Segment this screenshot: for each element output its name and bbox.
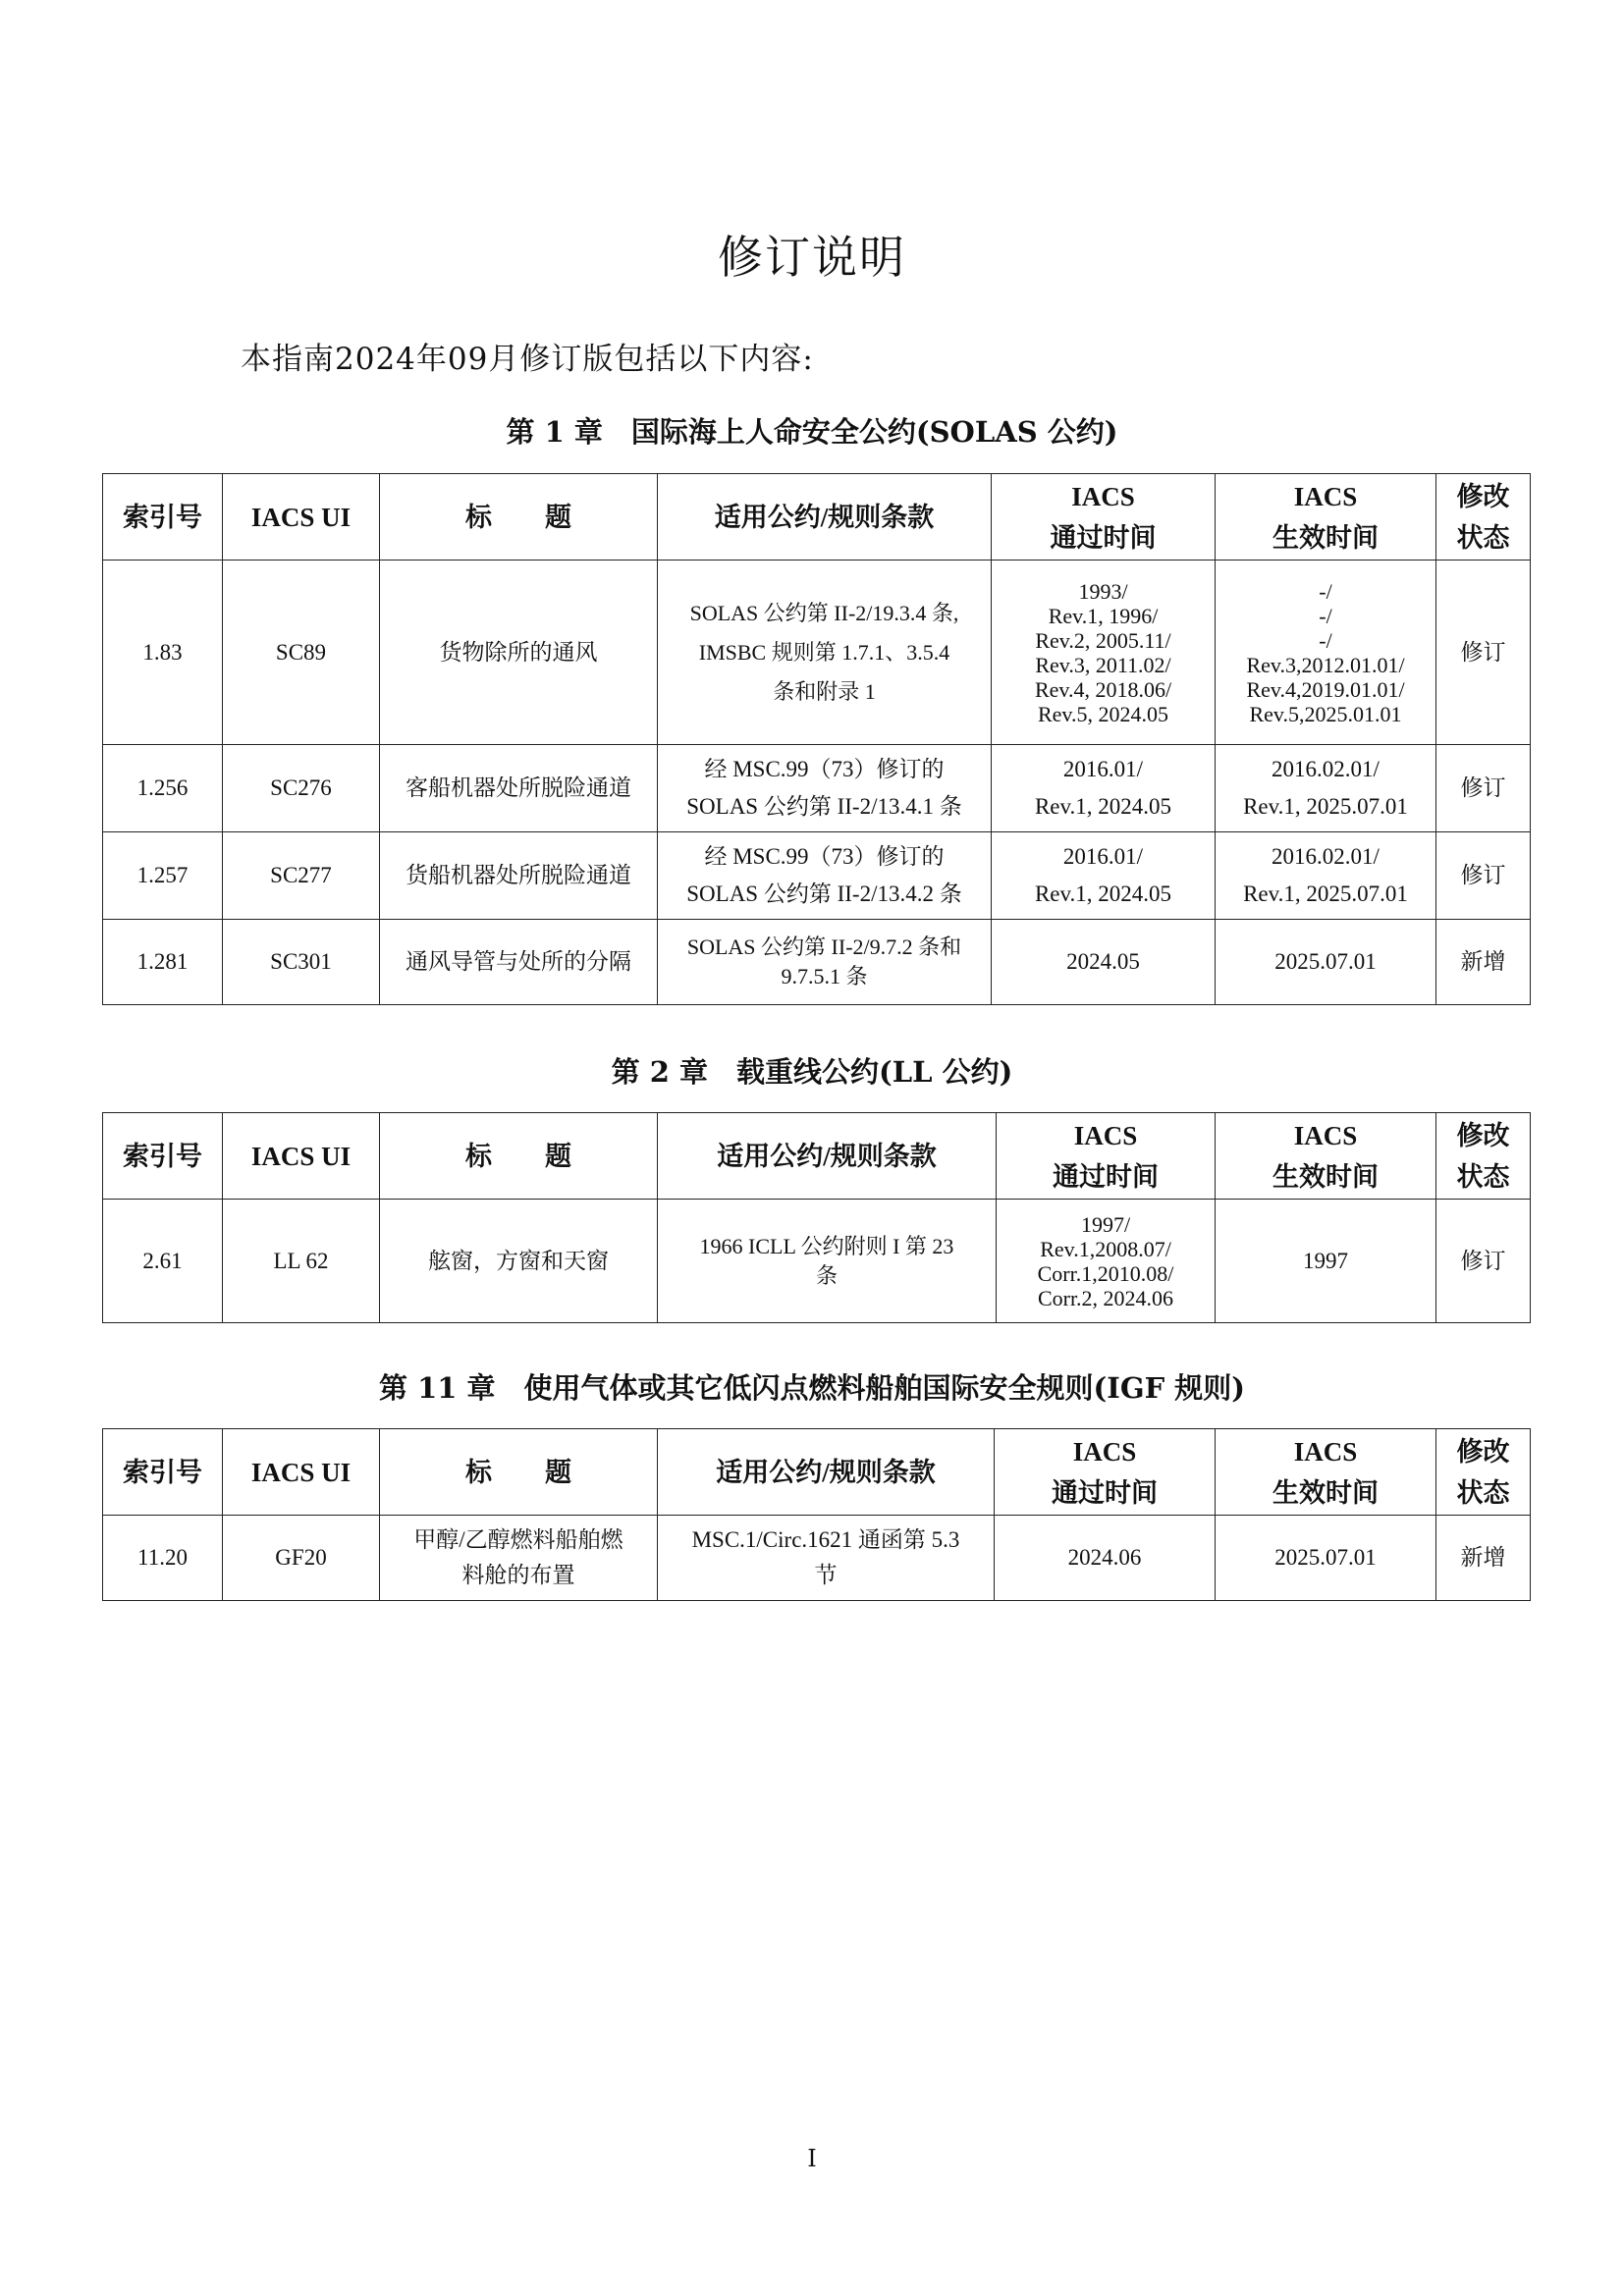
chapter-2-table xyxy=(102,1112,1531,1323)
table-row xyxy=(103,1200,1531,1323)
table-header-row xyxy=(103,1429,1531,1516)
cell-index: 1.83 xyxy=(103,561,223,745)
cell-effective: 2016.02.01/ Rev.1, 2025.07.01 xyxy=(1216,745,1436,832)
cell-title: 货物除所的通风 xyxy=(380,561,658,745)
cell-index: 11.20 xyxy=(103,1516,223,1601)
cell-title: 甲醇/乙醇燃料船舶燃 料舱的布置 xyxy=(380,1516,658,1601)
cell-effective: 1997 xyxy=(1216,1200,1436,1323)
chapter-1-table xyxy=(102,473,1531,1005)
table-header-row xyxy=(103,1113,1531,1200)
chapter-1-heading: 第 1 章 国际海上人命安全公约(SOLAS 公约) xyxy=(506,415,1118,449)
cell-clause: SOLAS 公约第 II-2/9.7.2 条和 9.7.5.1 条 xyxy=(658,920,992,1005)
cell-ui: SC89 xyxy=(223,561,380,745)
cell-effective: 2016.02.01/ Rev.1, 2025.07.01 xyxy=(1216,832,1436,920)
header-status: 修改 状态 xyxy=(1436,1113,1531,1200)
header-clause: 适用公约/规则条款 xyxy=(658,1113,997,1200)
table-row xyxy=(103,745,1531,832)
table-row xyxy=(103,920,1531,1005)
header-clause: 适用公约/规则条款 xyxy=(658,474,992,561)
chapter-11-table xyxy=(102,1428,1531,1601)
cell-clause: 经 MSC.99（73）修订的 SOLAS 公约第 II-2/13.4.1 条 xyxy=(658,745,992,832)
header-effective: IACS 生效时间 xyxy=(1216,1113,1436,1200)
header-index: 索引号 xyxy=(103,1429,223,1516)
table-row xyxy=(103,1516,1531,1601)
cell-effective: 2025.07.01 xyxy=(1216,920,1436,1005)
cell-index: 2.61 xyxy=(103,1200,223,1323)
chapter-2-heading: 第 2 章 载重线公约(LL 公约) xyxy=(611,1055,1013,1089)
cell-ui: LL 62 xyxy=(223,1200,380,1323)
cell-adopted: 2024.05 xyxy=(992,920,1216,1005)
cell-status: 修订 xyxy=(1436,832,1531,920)
cell-index: 1.256 xyxy=(103,745,223,832)
header-clause: 适用公约/规则条款 xyxy=(658,1429,995,1516)
cell-effective: 2025.07.01 xyxy=(1216,1516,1436,1601)
cell-title: 舷窗，方窗和天窗 xyxy=(380,1200,658,1323)
header-status: 修改 状态 xyxy=(1436,1429,1531,1516)
cell-adopted: 2016.01/ Rev.1, 2024.05 xyxy=(992,745,1216,832)
header-adopted: IACS 通过时间 xyxy=(992,474,1216,561)
cell-ui: SC276 xyxy=(223,745,380,832)
header-title: 标 题 xyxy=(380,1113,658,1200)
table-header-row xyxy=(103,474,1531,561)
cell-ui: SC301 xyxy=(223,920,380,1005)
header-iacs-ui: IACS UI xyxy=(223,1429,380,1516)
header-adopted: IACS 通过时间 xyxy=(997,1113,1216,1200)
cell-status: 新增 xyxy=(1436,1516,1531,1601)
header-iacs-ui: IACS UI xyxy=(223,1113,380,1200)
header-effective: IACS 生效时间 xyxy=(1216,474,1436,561)
cell-clause: 经 MSC.99（73）修订的 SOLAS 公约第 II-2/13.4.2 条 xyxy=(658,832,992,920)
cell-index: 1.257 xyxy=(103,832,223,920)
cell-status: 修订 xyxy=(1436,561,1531,745)
cell-clause: 1966 ICLL 公约附则 I 第 23 条 xyxy=(658,1200,997,1323)
cell-adopted: 1997/ Rev.1,2008.07/ Corr.1,2010.08/ Corr.2, 2024.06 xyxy=(997,1200,1216,1323)
header-adopted: IACS 通过时间 xyxy=(995,1429,1216,1516)
cell-status: 修订 xyxy=(1436,1200,1531,1323)
header-effective: IACS 生效时间 xyxy=(1216,1429,1436,1516)
header-title: 标 题 xyxy=(380,1429,658,1516)
header-iacs-ui: IACS UI xyxy=(223,474,380,561)
chapter-11-heading: 第 11 章 使用气体或其它低闪点燃料船舶国际安全规则(IGF 规则) xyxy=(378,1371,1245,1405)
header-index: 索引号 xyxy=(103,1113,223,1200)
header-index: 索引号 xyxy=(103,474,223,561)
table-row xyxy=(103,561,1531,745)
cell-status: 修订 xyxy=(1436,745,1531,832)
cell-title: 货船机器处所脱险通道 xyxy=(380,832,658,920)
page-number: I xyxy=(807,2145,817,2172)
cell-ui: GF20 xyxy=(223,1516,380,1601)
page-title: 修订说明 xyxy=(718,231,906,284)
cell-effective: -/ -/ -/ Rev.3,2012.01.01/ Rev.4,2019.01.01/ Rev.5,2025.01.01 xyxy=(1216,561,1436,745)
cell-adopted: 1993/ Rev.1, 1996/ Rev.2, 2005.11/ Rev.3, 2011.02/ Rev.4, 2018.06/ Rev.5, 2024.05 xyxy=(992,561,1216,745)
table-row xyxy=(103,832,1531,920)
cell-index: 1.281 xyxy=(103,920,223,1005)
cell-clause: SOLAS 公约第 II-2/19.3.4 条, IMSBC 规则第 1.7.1、3.5.4 条和附录 1 xyxy=(658,561,992,745)
cell-adopted: 2016.01/ Rev.1, 2024.05 xyxy=(992,832,1216,920)
intro-paragraph: 本指南2024年09月修订版包括以下内容: xyxy=(241,342,814,377)
cell-title: 客船机器处所脱险通道 xyxy=(380,745,658,832)
cell-adopted: 2024.06 xyxy=(995,1516,1216,1601)
cell-clause: MSC.1/Circ.1621 通函第 5.3 节 xyxy=(658,1516,995,1601)
header-status: 修改 状态 xyxy=(1436,474,1531,561)
cell-status: 新增 xyxy=(1436,920,1531,1005)
cell-title: 通风导管与处所的分隔 xyxy=(380,920,658,1005)
cell-ui: SC277 xyxy=(223,832,380,920)
header-title: 标 题 xyxy=(380,474,658,561)
